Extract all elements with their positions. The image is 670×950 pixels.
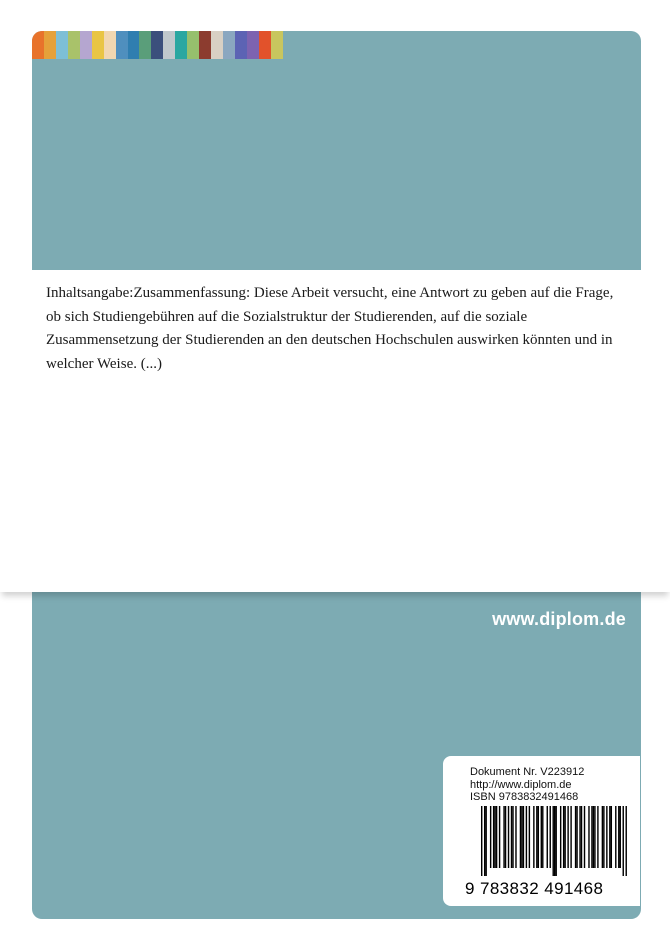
barcode-bar [618, 806, 619, 868]
barcode-bar [547, 806, 548, 868]
barcode-bar [538, 806, 539, 868]
barcode-bar [484, 806, 485, 876]
color-stripe [211, 31, 223, 59]
color-stripe [32, 31, 44, 59]
barcode-bar [526, 806, 527, 868]
barcode-bar [554, 806, 555, 876]
barcode-bar [579, 806, 580, 868]
barcode-bar [560, 806, 561, 868]
publisher-website[interactable]: www.diplom.de [492, 609, 626, 629]
barcode-number: 9 783832 491468 [465, 879, 604, 898]
barcode-bar [594, 806, 595, 868]
barcode-bar [550, 806, 551, 868]
barcode-bar [520, 806, 521, 868]
barcode-bar [490, 806, 491, 868]
barcode-bar [511, 806, 512, 868]
barcode-image [481, 806, 627, 876]
document-url[interactable]: http://www.diplom.de [470, 778, 572, 791]
document-info [470, 766, 584, 804]
barcode-bar [564, 806, 565, 868]
document-number: Dokument Nr. V223912 [470, 766, 585, 778]
barcode-bar [508, 806, 509, 868]
barcode-bar [609, 806, 610, 868]
color-stripe [68, 31, 80, 59]
barcode-bar [567, 806, 568, 868]
color-stripe [247, 31, 259, 59]
color-stripe [199, 31, 211, 59]
color-stripe [44, 31, 56, 59]
barcode-bar [620, 806, 621, 868]
barcode-bar [597, 806, 598, 868]
barcode-bar [523, 806, 524, 868]
summary-text: Inhaltsangabe:Zusammenfassung: Diese Arbeit versucht, eine Antwort zu geben auf die Frage, ob sich Studiengebühren auf die Sozialstruktur der Studierenden, auf die soziale Zusammensetzung der Studierenden an den deutschen Hochschulen auswirken könnten und in welcher Weise. (...) [46, 285, 614, 372]
barcode-bar [494, 806, 495, 868]
barcode-bar [626, 806, 627, 876]
barcode-bar [503, 806, 504, 868]
color-stripe [151, 31, 163, 59]
color-stripe [116, 31, 128, 59]
barcode-bar [588, 806, 589, 868]
color-stripes [32, 31, 283, 59]
barcode-bar [563, 806, 564, 868]
barcode-bar [542, 806, 543, 868]
barcode-bar [576, 806, 577, 868]
barcode-bar [521, 806, 522, 868]
isbn-info-box [443, 756, 640, 906]
barcode-bar [575, 806, 576, 868]
barcode-bar [581, 806, 582, 868]
barcode-bar [496, 806, 497, 868]
summary-area [0, 270, 670, 592]
color-stripe [163, 31, 175, 59]
color-stripe [128, 31, 140, 59]
color-stripe [175, 31, 187, 59]
barcode-bar [512, 806, 513, 868]
barcode-bar [485, 806, 486, 876]
barcode-bar [623, 806, 624, 876]
barcode-bar [481, 806, 482, 876]
color-stripe [259, 31, 271, 59]
barcode-bar [602, 806, 603, 868]
color-stripe [80, 31, 92, 59]
color-stripe [223, 31, 235, 59]
barcode-bar [493, 806, 494, 868]
barcode-bar [499, 806, 500, 868]
color-stripe [139, 31, 151, 59]
barcode-bar [533, 806, 534, 868]
barcode-bar [584, 806, 585, 868]
barcode-bar [529, 806, 530, 868]
barcode-bar [603, 806, 604, 868]
color-stripe [235, 31, 247, 59]
cover-top-panel [32, 31, 641, 270]
barcode-bar [570, 806, 571, 868]
barcode-bar [593, 806, 594, 868]
barcode-bar [553, 806, 554, 876]
color-stripe [56, 31, 68, 59]
isbn-number: ISBN 9783832491468 [470, 791, 579, 803]
color-stripe [92, 31, 104, 59]
barcode-bar [515, 806, 516, 868]
barcode-bar [555, 806, 556, 876]
color-stripe [104, 31, 116, 59]
color-stripe [187, 31, 199, 59]
color-stripe [271, 31, 283, 59]
barcode-bar [611, 806, 612, 868]
barcode-bar [591, 806, 592, 868]
barcode-bar [541, 806, 542, 868]
barcode-bar [615, 806, 616, 868]
barcode-bar [536, 806, 537, 868]
barcode-bar [505, 806, 506, 868]
barcode-bar [606, 806, 607, 868]
